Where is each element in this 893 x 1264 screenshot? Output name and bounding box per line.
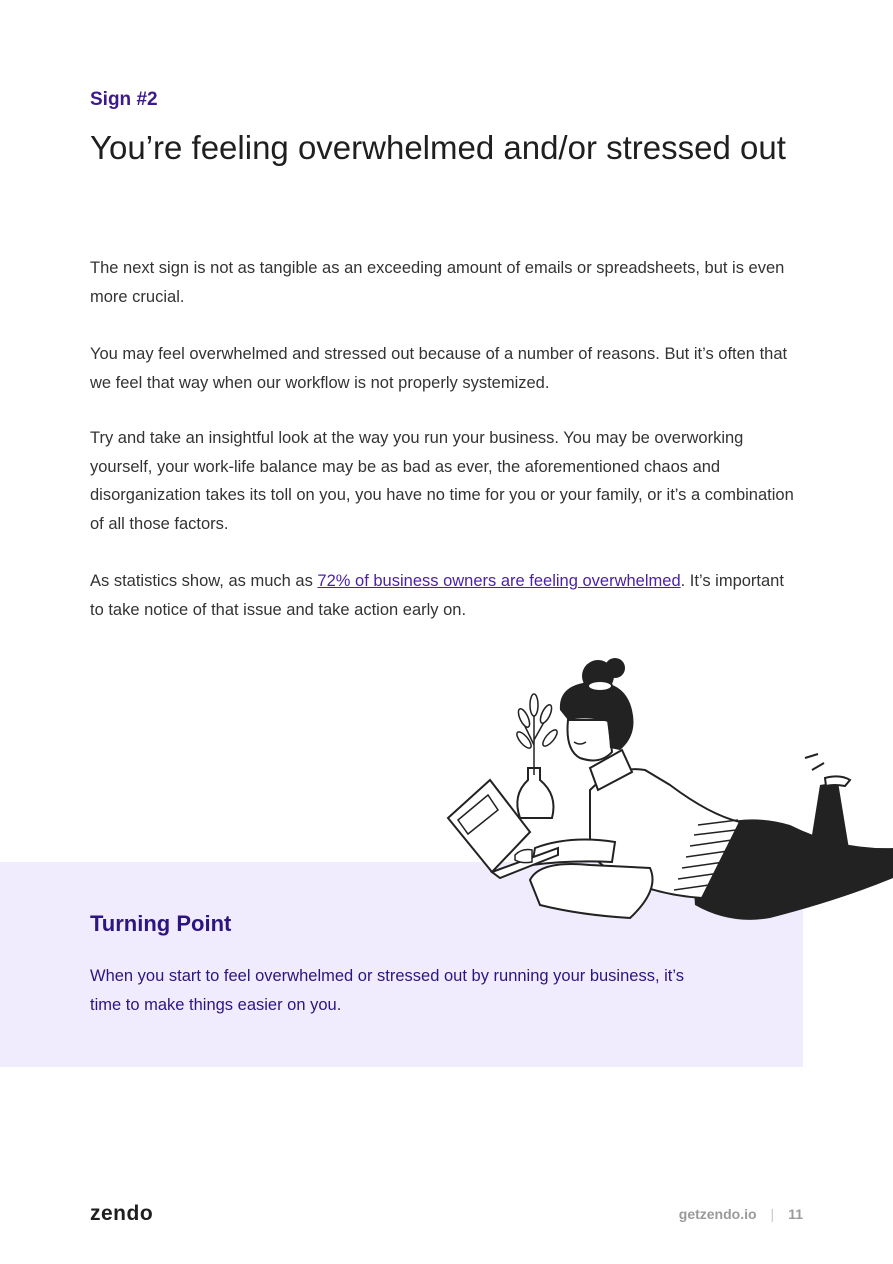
page-number: 11 <box>788 1206 803 1222</box>
section-label: Sign #2 <box>90 89 158 110</box>
footer-separator: | <box>770 1206 775 1222</box>
statistics-link[interactable]: 72% of business owners are feeling overwhelmed <box>317 572 681 590</box>
callout-text: When you start to feel overwhelmed or stressed out by running your business, it’s time to make things easier on you. <box>90 967 684 1014</box>
paragraph-reasons: You may feel overwhelmed and stressed out because of a number of reasons. But it’s often that we feel that way when our workflow is not properly systemized. <box>90 345 788 392</box>
callout-title: Turning Point <box>90 911 232 936</box>
page-title: You’re feeling overwhelmed and/or stressed out <box>90 129 786 166</box>
statistics-text-before: As statistics show, as much as <box>90 572 318 590</box>
footer-site[interactable]: getzendo.io <box>678 1206 757 1222</box>
zendo-logo: zendo <box>90 1202 154 1225</box>
statistics-text-after: . It’s important to take notice of that issue and take action early on. <box>90 572 784 619</box>
paragraph-insight: Try and take an insightful look at the way you run your business. You may be overworking yourself, your work-life balance may be as bad as ever, the aforementioned chaos and disorganization takes its toll on you, you have no time for you or your family, or it’s a combination of all those factors. <box>90 429 794 533</box>
paragraph-statistics <box>90 567 795 624</box>
paragraph-intro: The next sign is not as tangible as an exceeding amount of emails or spreadsheets, but is even more crucial. <box>90 259 785 306</box>
woman-with-laptop-illustration <box>440 650 893 935</box>
footer-page-info <box>679 1206 803 1222</box>
